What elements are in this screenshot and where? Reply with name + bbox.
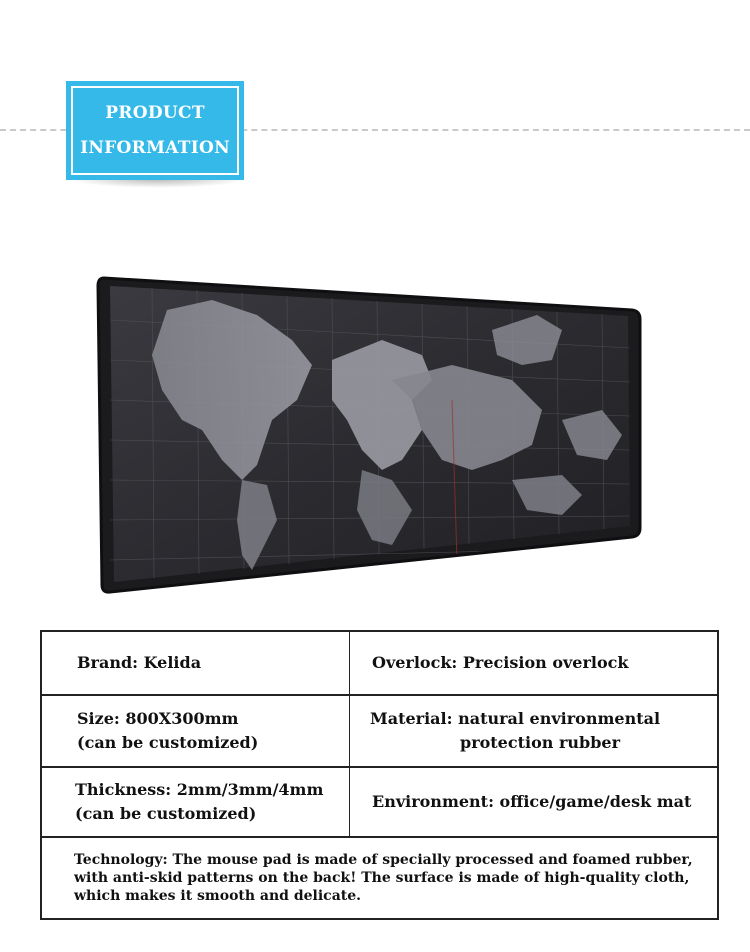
product-information-badge [66, 81, 244, 180]
technology-line-1: Technology: The mouse pad is made of specially processed and foamed rubber, [74, 852, 693, 868]
spec-cell-technology [74, 838, 697, 918]
spec-row-4 [42, 838, 717, 918]
column-divider [349, 632, 350, 694]
mousepad-product-image [92, 270, 652, 600]
spec-cell-material [370, 696, 660, 766]
technology-line-2: with anti-skid patterns on the back! The surface is made of high-quality cloth, [74, 870, 690, 886]
spec-table [40, 630, 719, 920]
thickness-text: Thickness: 2mm/3mm/4mm [75, 780, 324, 799]
spec-row-1 [42, 632, 717, 696]
badge-line-2: INFORMATION [80, 137, 230, 158]
technology-line-3: which makes it smooth and delicate. [74, 888, 362, 904]
material-text: Material: natural environmental [370, 709, 661, 728]
thickness-note: (can be customized) [75, 804, 257, 823]
badge-line-1: PRODUCT [105, 102, 205, 123]
spec-row-2 [42, 696, 717, 768]
column-divider [349, 696, 350, 766]
badge-frame [71, 86, 239, 175]
brand-text: Brand: Kelida [77, 653, 202, 672]
spec-row-3 [42, 768, 717, 838]
environment-text: Environment: office/game/desk mat [372, 792, 692, 811]
spec-cell-environment [372, 768, 691, 836]
spec-cell-thickness [75, 768, 323, 836]
size-note: (can be customized) [77, 733, 259, 752]
material-text-2: protection rubber [460, 733, 620, 752]
world-map-mousepad-icon [92, 270, 652, 600]
overlock-text: Overlock: Precision overlock [372, 653, 629, 672]
column-divider [349, 768, 350, 836]
spec-cell-size [77, 696, 258, 766]
spec-cell-brand [77, 632, 201, 694]
size-text: Size: 800X300mm [77, 709, 239, 728]
spec-cell-overlock [372, 632, 628, 694]
